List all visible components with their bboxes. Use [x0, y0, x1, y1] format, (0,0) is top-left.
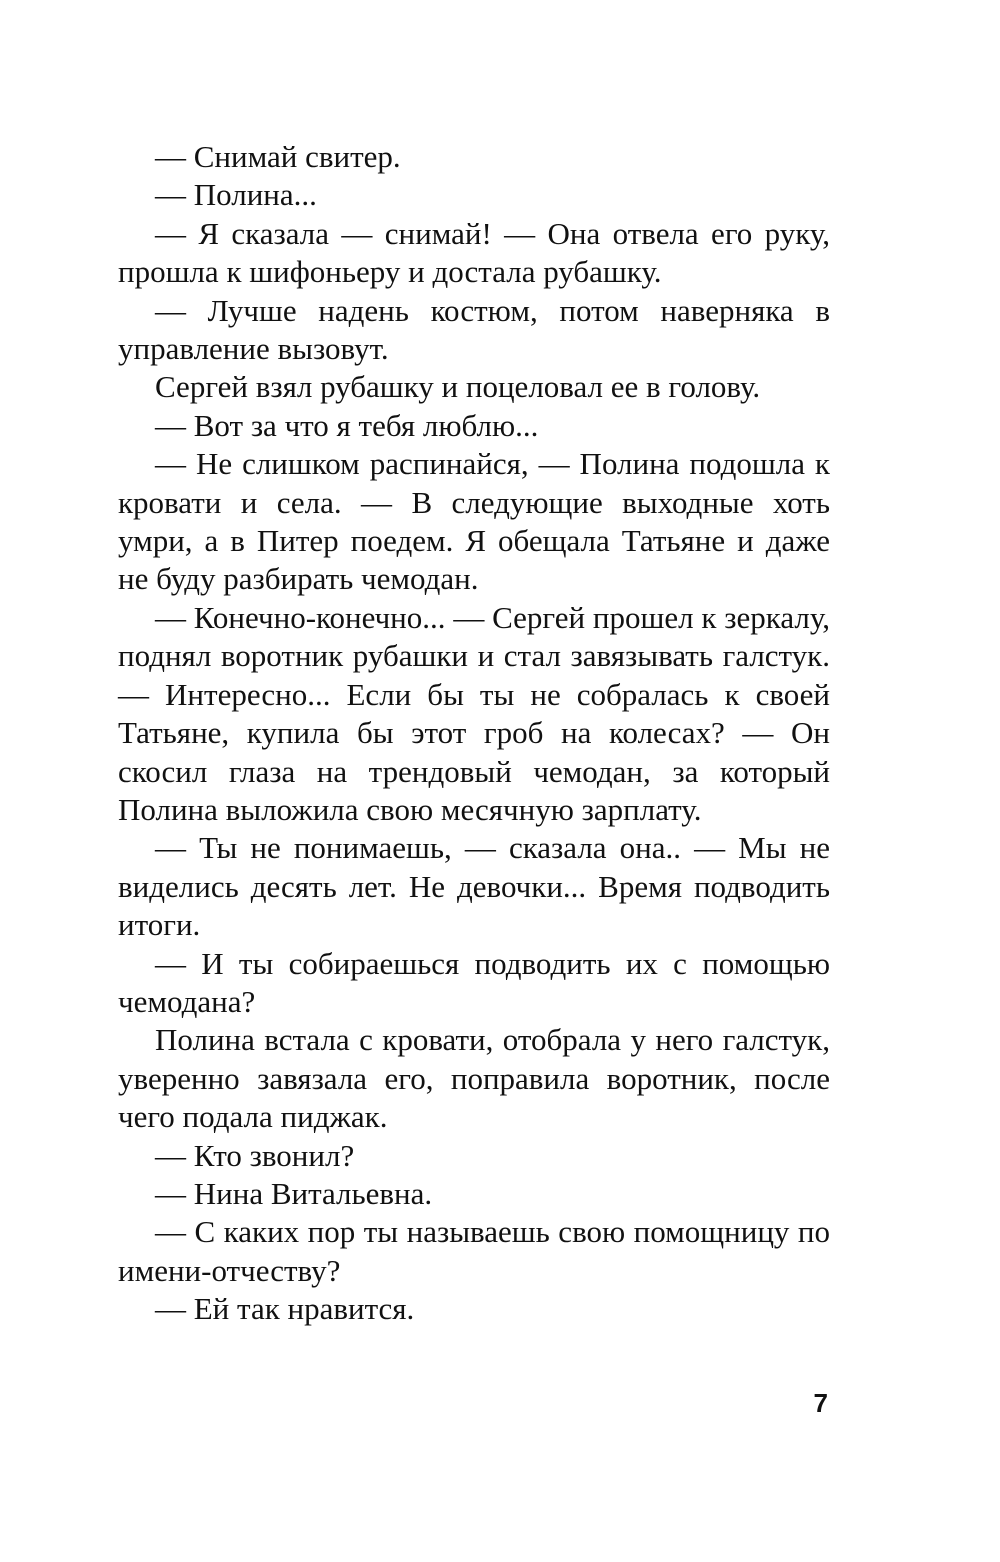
page-text [118, 138, 830, 1329]
paragraph: — Я сказала — снимай! — Она отвела его руку, прошла к шифоньеру и достала рубашку. [118, 215, 830, 290]
paragraph: — И ты собираешься подводить их с помощью чемодана? [118, 945, 830, 1019]
paragraph: — Лучше надень костюм, потом наверняка в управление вызовут. [118, 292, 830, 367]
paragraph: Сергей взял рубашку и поцеловал ее в голову. [155, 369, 761, 405]
paragraph: — С каких пор ты называешь свою помощницу по имени-отчеству? [118, 1214, 830, 1288]
paragraph: — Нина Витальевна. [155, 1175, 433, 1211]
paragraph: — Снимай свитер. [155, 139, 401, 174]
paragraph: — Вот за что я тебя люблю... [155, 407, 539, 443]
paragraph: — Не слишком распинайся, — Полина подошла к кровати и села. — В следующие выходные хоть умри, а в Питер поедем. Я обещала Татьяне и даже не буду разбирать чемодан. [118, 446, 830, 597]
paragraph: — Ей так нравится. [155, 1291, 415, 1327]
paragraph: — Полина... [155, 177, 317, 213]
paragraph: — Конечно-конечно... — Сергей прошел к зеркалу, поднял воротник рубашки и стал завязывать галстук. — Интересно... Если бы ты не собралась к своей Татьяне, купила бы этот гроб на колесах? — Он скосил глаза на трендовый чемодан, за который Полина выложила свою месячную зарплату. [118, 599, 830, 827]
paragraph: Полина встала с кровати, отобрала у него галстук, уверенно завязала его, поправила воротник, после чего подала пиджак. [118, 1022, 830, 1135]
paragraph: — Ты не понимаешь, — сказала она.. — Мы не виделись десять лет. Не девочки... Время подводить итоги. [118, 830, 830, 943]
paragraph: — Кто звонил? [155, 1137, 355, 1173]
page-number: 7 [813, 1388, 828, 1418]
